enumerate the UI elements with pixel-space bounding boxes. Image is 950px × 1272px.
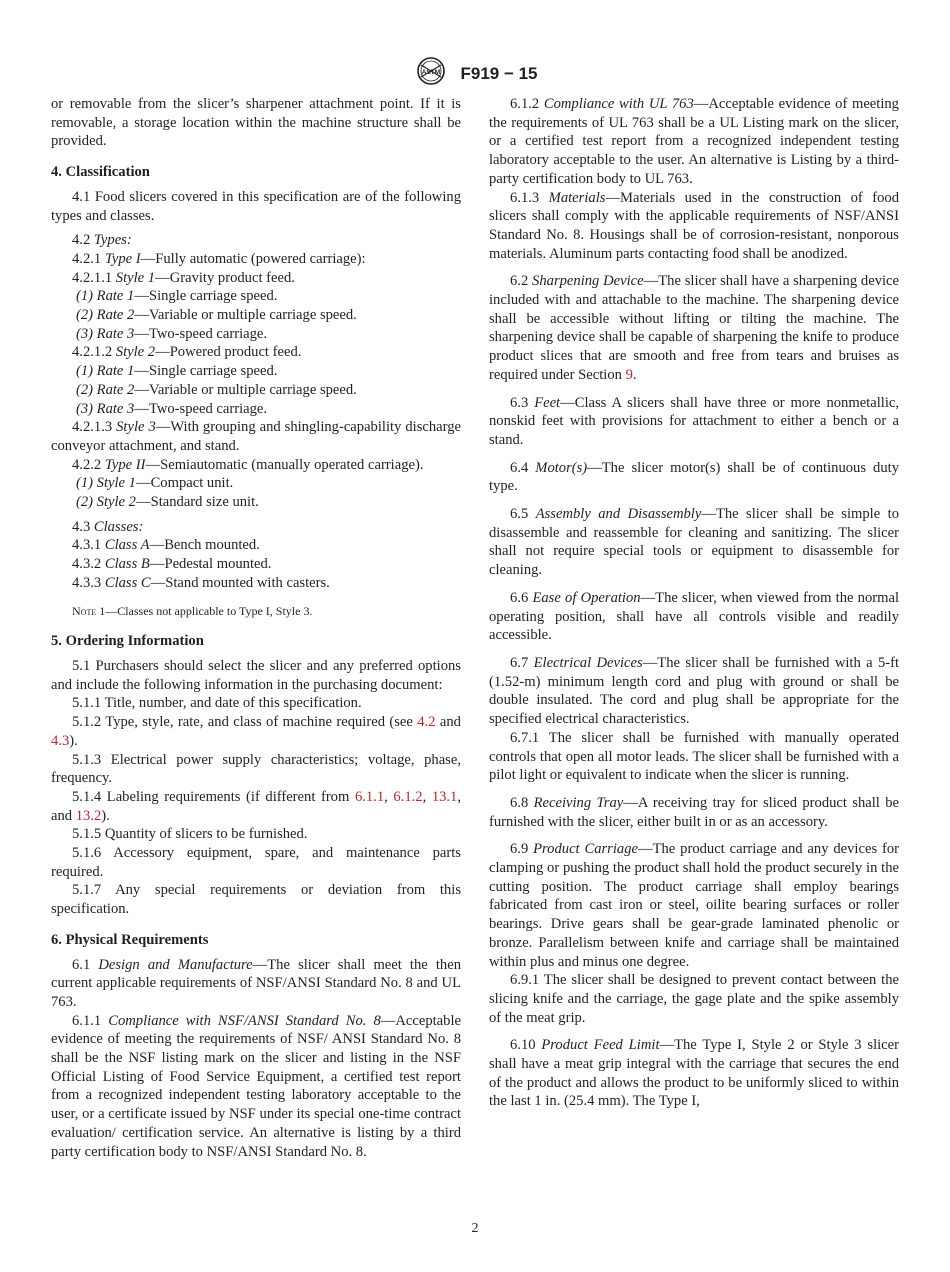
section-5-heading: 5. Ordering Information xyxy=(51,633,204,650)
section-6-heading: 6. Physical Requirements xyxy=(51,931,209,948)
continued-paragraph: or removable from the slicer’s sharpener attachment point. If it is removable, a storage location within the machine structure shall be provided. xyxy=(51,96,461,150)
style-1-item: (1) Style 1—Compact unit. xyxy=(76,475,234,492)
rate-3-item: (3) Rate 3—Two-speed carriage. xyxy=(76,325,268,342)
page-number: 2 xyxy=(471,1221,479,1236)
document-code: F919 − 15 xyxy=(460,63,538,83)
paragraph-4-1: 4.1 Food slicers covered in this specification are of the following types and classes. xyxy=(51,188,461,224)
item-4-2: 4.2 Types: xyxy=(72,232,132,249)
item-4-2-1: 4.2.1 Type I—Fully automatic (powered carriage): xyxy=(72,250,366,267)
paragraph-5-1-5: 5.1.5 Quantity of slicers to be furnished. xyxy=(72,826,308,843)
paragraph-5-1-1: 5.1.1 Title, number, and date of this specification. xyxy=(72,695,362,712)
rate-3-item: (3) Rate 3—Two-speed carriage. xyxy=(76,400,268,417)
paragraph-6-3: 6.3 Feet—Class A slicers shall have three or more nonmetallic, nonskid feet with provisions for attachment to either a bench or a stand. xyxy=(489,394,900,448)
paragraph-6-1: 6.1 Design and Manufacture—The slicer shall meet the then current applicable requirements of NSF/ANSI Standard No. 8 and UL 763. xyxy=(51,956,462,1010)
item-4-3-1: 4.3.1 Class A—Bench mounted. xyxy=(72,537,260,554)
cross-reference-link[interactable]: 6.1.1 xyxy=(354,788,385,805)
cross-reference-link[interactable]: 13.2 xyxy=(75,807,102,824)
paragraph-6-5: 6.5 Assembly and Disassembly—The slicer shall be simple to disassemble and reassemble for cleaning and sanitizing. The slicer shall not require special tools or equipment to disassemble for cleaning. xyxy=(489,506,900,579)
paragraph-6-6: 6.6 Ease of Operation—The slicer, when viewed from the normal operating position, shall have all controls visible and readily accessible. xyxy=(489,589,900,644)
paragraph-5-1-3: 5.1.3 Electrical power supply characteristics; voltage, phase, frequency. xyxy=(51,751,461,787)
paragraph-6-9-1: 6.9.1 The slicer shall be designed to prevent contact between the slicing knife and the carriage, the gage plate and the spike assembly of the meat grip. xyxy=(489,972,899,1026)
paragraph-6-2: 6.2 Sharpening Device—The slicer shall have a sharpening device included with and attachable to the machine. The sharpening device shall be accessible without lifting or tilting the machine. The sharpening device shall be capable of sharpening the knife to produce product slices that are smooth and free from tears and bruises as required under Section 9. xyxy=(489,273,899,383)
paragraph-6-1-1: 6.1.1 Compliance with NSF/ANSI Standard No. 8—Acceptable evidence of meeting the requirements of NSF/ ANSI Standard No. 8 shall be the NSF listing mark on the slicer and listing in the NSF Official Listing of Food Service Equipment, a certified test report from a recognized independent testing laboratory acceptable to the user, or a certificate issued by NSF under its special one-time contract evaluation/ certification service. An alternative is listing by a third party certification body to NSF/ANSI Standard No. 8. xyxy=(51,1012,461,1160)
page-header xyxy=(0,56,950,91)
item-4-3: 4.3 Classes: xyxy=(72,518,144,535)
cross-reference-link[interactable]: 6.1.2 xyxy=(393,788,423,805)
item-4-2-2: 4.2.2 Type II—Semiautomatic (manually operated carriage). xyxy=(72,456,424,473)
paragraph-5-1: 5.1 Purchasers should select the slicer and any preferred options and include the following information in the purchasing document: xyxy=(51,657,461,693)
paragraph-5-1-7: 5.1.7 Any special requirements or deviation from this specification. xyxy=(51,882,461,918)
rate-2-item: (2) Rate 2—Variable or multiple carriage speed. xyxy=(76,307,357,324)
left-column xyxy=(51,95,461,1161)
rate-1-item: (1) Rate 1—Single carriage speed. xyxy=(76,288,278,305)
item-4-2-1-3: 4.2.1.3 Style 3—With grouping and shingling-capability discharge conveyor attachment, and stand. xyxy=(51,419,461,454)
paragraph-6-7-1: 6.7.1 The slicer shall be furnished with manually operated controls that open all motor leads. The slicer shall be furnished with a pilot light or equivalent to indicate when the slicer is running. xyxy=(489,729,899,784)
paragraph-6-1-3: 6.1.3 Materials—Materials used in the construction of food slicers shall comply with the applicable requirements of NSF/ANSI Standard No. 8. Housings shall be of corrosion-resistant, nonporous materials. Aluminum parts contacting food shall be anodized. xyxy=(489,189,899,262)
paragraph-6-8: 6.8 Receiving Tray—A receiving tray for sliced product shall be furnished with the slicer, either built in or as an accessory. xyxy=(489,794,899,830)
paragraph-6-4: 6.4 Motor(s)—The slicer motor(s) shall be of continuous duty type. xyxy=(489,459,900,495)
section-4-heading: 4. Classification xyxy=(51,164,150,181)
paragraph-5-1-4: 5.1.4 Labeling requirements (if different from 6.1.1, 6.1.2, 13.1, and 13.2). xyxy=(51,788,462,824)
right-column xyxy=(489,95,899,1111)
style-2-item: (2) Style 2—Standard size unit. xyxy=(76,494,259,511)
paragraph-6-1-2: 6.1.2 Compliance with UL 763—Acceptable evidence of meeting the requirements of UL 763 shall be a UL Listing mark on the slicer, or a certified test report from a recognized independent testing laboratory acceptable to the user. An alternative is Listing by a third-party certification body to UL 763. xyxy=(489,96,899,187)
paragraph-5-1-6: 5.1.6 Accessory equipment, spare, and maintenance parts required. xyxy=(51,845,461,880)
cross-reference-link[interactable]: 4.3 xyxy=(51,732,70,749)
rate-2-item: (2) Rate 2—Variable or multiple carriage speed. xyxy=(76,381,357,398)
cross-reference-link[interactable]: 13.1 xyxy=(431,788,458,805)
paragraph-6-9: 6.9 Product Carriage—The product carriage and any devices for clamping or pushing the product shall hold the product securely in the cutting position. The product carriage shall employ bearings fabricated from cast iron or steel, oilite bearing surfaces or roller bearings. Drive gears shall be gear-grade laminated phenolic or bronze. Parallelism between knife and carriage shall be maintained within plus and minus one degree. xyxy=(489,841,900,970)
paragraph-6-7: 6.7 Electrical Devices—The slicer shall be furnished with a 5-ft (1.52-m) minimum length cord and plug with ground or shall be double insulated. The cord and plug shall be appropriate for the specified electrical characteristics. xyxy=(489,654,900,728)
item-4-3-2: 4.3.2 Class B—Pedestal mounted. xyxy=(72,556,272,573)
cross-reference-link[interactable]: 9 xyxy=(625,366,633,383)
paragraph-5-1-2: 5.1.2 Type, style, rate, and class of machine required (see 4.2 and 4.3). xyxy=(51,714,461,749)
item-4-3-3: 4.3.3 Class C—Stand mounted with casters. xyxy=(72,574,330,591)
item-4-2-1-1: 4.2.1.1 Style 1—Gravity product feed. xyxy=(72,269,295,286)
astm-logo-icon xyxy=(412,56,450,91)
paragraph-6-10: 6.10 Product Feed Limit—The Type I, Style 2 or Style 3 slicer shall have a meat grip integral with the carriage that secures the end of the product and allows the product to be uniformly sliced to within the last 1 in. (25.4 mm). The Type I, xyxy=(489,1037,899,1110)
note-1: Note 1—Classes not applicable to Type I, Style 3. xyxy=(72,603,313,618)
cross-reference-link[interactable]: 4.2 xyxy=(417,714,436,731)
item-4-2-1-2: 4.2.1.2 Style 2—Powered product feed. xyxy=(72,344,302,361)
rate-1-item: (1) Rate 1—Single carriage speed. xyxy=(76,363,278,380)
svg-text:ASTM: ASTM xyxy=(422,69,441,76)
